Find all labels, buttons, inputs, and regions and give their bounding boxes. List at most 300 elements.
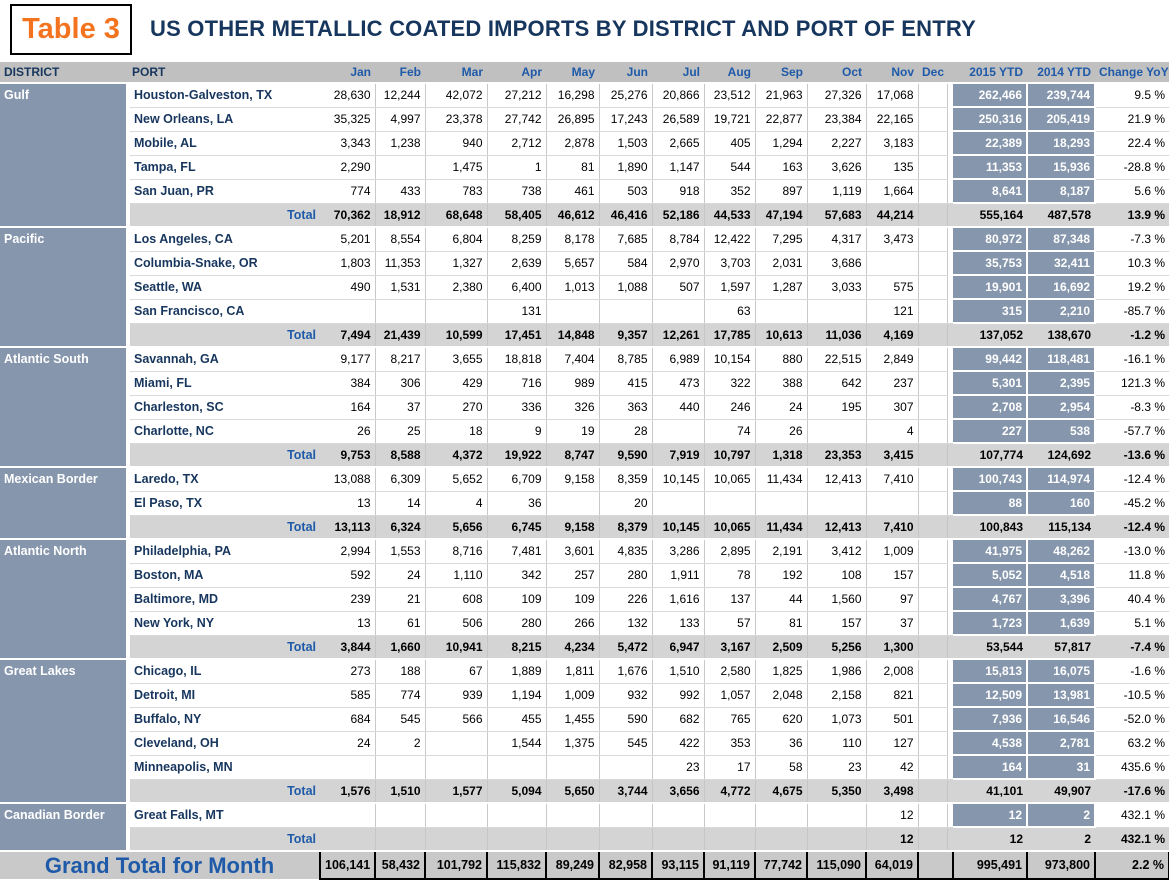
month-cell: 10,065 [704,467,755,491]
month-cell-dec [918,347,947,371]
month-cell: 273 [320,659,375,683]
month-cell-dec [918,275,947,299]
month-cell: 280 [599,563,652,587]
total-month-cell: 58,405 [487,203,546,227]
total-row [0,443,1169,467]
month-cell: 506 [425,611,487,635]
month-cell: 2,580 [704,659,755,683]
month-cell [320,803,375,827]
month-cell: 14 [375,491,425,515]
month-cell: 13,088 [320,467,375,491]
total-month-cell: 10,145 [652,515,704,539]
month-cell: 4,317 [807,227,866,251]
total-month-cell: 10,599 [425,323,487,347]
month-cell: 6,709 [487,467,546,491]
month-cell: 97 [866,587,918,611]
month-cell-dec [918,707,947,731]
month-cell: 280 [487,611,546,635]
month-cell [866,491,918,515]
month-cell: 18 [425,419,487,443]
port-cell: Houston-Galveston, TX [128,83,320,107]
month-cell: 8,217 [375,347,425,371]
month-cell: 44 [755,587,807,611]
month-cell: 164 [320,395,375,419]
ytd-2015-cell: 12,509 [953,683,1027,707]
month-cell: 3,183 [866,131,918,155]
month-cell-dec [918,227,947,251]
month-cell [375,299,425,323]
month-cell [375,755,425,779]
month-cell: 1,616 [652,587,704,611]
month-cell: 12,413 [807,467,866,491]
total-month-cell [755,827,807,851]
month-cell [755,803,807,827]
col-header-sep: Sep [755,62,807,83]
month-cell: 2,970 [652,251,704,275]
ytd-2014-cell: 87,348 [1027,227,1095,251]
grand-month-cell: 82,958 [599,851,652,879]
month-cell: 405 [704,131,755,155]
grand-change-cell: 2.2 % [1095,851,1169,879]
total-month-cell: 18,912 [375,203,425,227]
month-cell: 307 [866,395,918,419]
port-cell: Chicago, IL [128,659,320,683]
total-ytd-2014-cell: 487,578 [1027,203,1095,227]
month-cell: 132 [599,611,652,635]
grand-month-cell: 91,119 [704,851,755,879]
month-cell [320,755,375,779]
month-cell: 25,276 [599,83,652,107]
month-cell: 2,048 [755,683,807,707]
change-cell: 5.6 % [1095,179,1169,203]
month-cell: 24 [320,731,375,755]
month-cell: 1,597 [704,275,755,299]
month-cell: 8,784 [652,227,704,251]
month-cell: 501 [866,707,918,731]
ytd-2014-cell: 538 [1027,419,1095,443]
month-cell: 37 [866,611,918,635]
month-cell: 1,553 [375,539,425,563]
month-cell: 10,145 [652,467,704,491]
month-cell: 28,630 [320,83,375,107]
table-row [0,539,1169,563]
month-cell: 35,325 [320,107,375,131]
total-ytd-2015-cell: 555,164 [953,203,1027,227]
month-cell [866,251,918,275]
total-month-cell [320,827,375,851]
month-cell: 1,510 [652,659,704,683]
port-cell: New Orleans, LA [128,107,320,131]
ytd-2014-cell: 2,210 [1027,299,1095,323]
change-cell: 121.3 % [1095,371,1169,395]
month-cell: 306 [375,371,425,395]
month-cell: 5,657 [546,251,599,275]
month-cell: 1,009 [546,683,599,707]
port-cell: Savannah, GA [128,347,320,371]
change-cell: -45.2 % [1095,491,1169,515]
table-row [0,107,1169,131]
month-cell: 3,626 [807,155,866,179]
port-cell: Miami, FL [128,371,320,395]
table-row [0,227,1169,251]
change-cell: 11.8 % [1095,563,1169,587]
table-body [0,83,1169,879]
grand-month-cell-dec [918,851,953,879]
month-cell: 1,544 [487,731,546,755]
grand-total-row [0,851,1169,879]
port-cell: Minneapolis, MN [128,755,320,779]
ytd-2015-cell: 8,641 [953,179,1027,203]
month-cell: 131 [487,299,546,323]
change-cell: -10.5 % [1095,683,1169,707]
total-month-cell: 3,656 [652,779,704,803]
month-cell: 353 [704,731,755,755]
total-month-cell [704,827,755,851]
col-header-feb: Feb [375,62,425,83]
month-cell: 61 [375,611,425,635]
month-cell: 6,309 [375,467,425,491]
month-cell: 3,473 [866,227,918,251]
month-cell [425,299,487,323]
month-cell: 1,009 [866,539,918,563]
total-ytd-2014-cell: 49,907 [1027,779,1095,803]
ytd-2015-cell: 35,753 [953,251,1027,275]
total-month-cell: 5,656 [425,515,487,539]
col-header-nov: Nov [866,62,918,83]
ytd-2014-cell: 114,974 [1027,467,1095,491]
total-month-cell [546,827,599,851]
month-cell: 940 [425,131,487,155]
ytd-2015-cell: 164 [953,755,1027,779]
total-row [0,323,1169,347]
total-month-cell: 19,922 [487,443,546,467]
total-month-cell: 14,848 [546,323,599,347]
total-month-cell: 23,353 [807,443,866,467]
month-cell [599,299,652,323]
total-row [0,635,1169,659]
month-cell: 545 [375,707,425,731]
ytd-2014-cell: 18,293 [1027,131,1095,155]
ytd-2015-cell: 5,052 [953,563,1027,587]
total-month-cell [918,635,947,659]
col-header-port: PORT [128,62,320,83]
month-cell: 642 [807,371,866,395]
ytd-2014-cell: 8,187 [1027,179,1095,203]
total-month-cell: 6,745 [487,515,546,539]
port-cell: New York, NY [128,611,320,635]
month-cell: 1,327 [425,251,487,275]
ytd-2014-cell: 16,692 [1027,275,1095,299]
change-cell: 19.2 % [1095,275,1169,299]
grand-total-label: Grand Total for Month [0,851,320,879]
month-cell: 584 [599,251,652,275]
total-month-cell: 7,494 [320,323,375,347]
month-cell: 2,227 [807,131,866,155]
total-month-cell: 13,113 [320,515,375,539]
table-label: Table 3 [22,13,120,45]
month-cell: 3,343 [320,131,375,155]
month-cell: 1,088 [599,275,652,299]
month-cell-dec [918,419,947,443]
total-month-cell: 8,215 [487,635,546,659]
month-cell: 36 [487,491,546,515]
month-cell [652,419,704,443]
month-cell: 8,716 [425,539,487,563]
ytd-2014-cell: 205,419 [1027,107,1095,131]
change-cell: -12.4 % [1095,467,1169,491]
month-cell [546,299,599,323]
table-row [0,251,1169,275]
ytd-2015-cell: 12 [953,803,1027,827]
month-cell: 992 [652,683,704,707]
district-total-label: Total [128,635,320,659]
change-cell: -57.7 % [1095,419,1169,443]
ytd-2014-cell: 4,518 [1027,563,1095,587]
month-cell: 1,238 [375,131,425,155]
grand-month-cell: 58,432 [375,851,425,879]
month-cell: 455 [487,707,546,731]
grand-month-cell: 106,141 [320,851,375,879]
total-month-cell: 3,744 [599,779,652,803]
ytd-2015-cell: 88 [953,491,1027,515]
grand-month-cell: 89,249 [546,851,599,879]
month-cell: 57 [704,611,755,635]
ytd-2014-cell: 16,075 [1027,659,1095,683]
grand-month-cell: 93,115 [652,851,704,879]
month-cell: 4 [425,491,487,515]
total-ytd-2015-cell: 137,052 [953,323,1027,347]
month-cell: 352 [704,179,755,203]
col-header-dec: Dec [918,62,947,83]
port-cell: Philadelphia, PA [128,539,320,563]
month-cell: 566 [425,707,487,731]
month-cell: 21 [375,587,425,611]
month-cell: 13 [320,491,375,515]
ytd-2015-cell: 100,743 [953,467,1027,491]
month-cell [487,755,546,779]
month-cell: 42,072 [425,83,487,107]
month-cell: 133 [652,611,704,635]
month-cell [807,419,866,443]
total-month-cell: 44,533 [704,203,755,227]
total-month-cell [375,827,425,851]
month-cell-dec [918,587,947,611]
month-cell: 19 [546,419,599,443]
ytd-2015-cell: 1,723 [953,611,1027,635]
month-cell: 24 [375,563,425,587]
month-cell: 12,244 [375,83,425,107]
ytd-2015-cell: 19,901 [953,275,1027,299]
month-cell: 157 [866,563,918,587]
month-cell: 109 [546,587,599,611]
month-cell [755,299,807,323]
total-month-cell: 1,576 [320,779,375,803]
ytd-2015-cell: 315 [953,299,1027,323]
month-cell: 2,380 [425,275,487,299]
total-month-cell [807,827,866,851]
ytd-2014-cell: 13,981 [1027,683,1095,707]
month-cell [320,299,375,323]
month-cell: 2,158 [807,683,866,707]
district-cell-canadian-border: Canadian Border [0,803,128,851]
total-month-cell [599,827,652,851]
month-cell: 3,412 [807,539,866,563]
month-cell: 27,326 [807,83,866,107]
month-cell [652,491,704,515]
district-total-label: Total [128,323,320,347]
ytd-2015-cell: 227 [953,419,1027,443]
col-header-mar: Mar [425,62,487,83]
ytd-2015-cell: 250,316 [953,107,1027,131]
month-cell: 774 [375,683,425,707]
month-cell: 17,243 [599,107,652,131]
month-cell-dec [918,251,947,275]
month-cell-dec [918,371,947,395]
month-cell: 26,589 [652,107,704,131]
port-cell: Laredo, TX [128,467,320,491]
month-cell: 9,177 [320,347,375,371]
month-cell: 716 [487,371,546,395]
month-cell: 22,877 [755,107,807,131]
month-cell: 239 [320,587,375,611]
month-cell: 880 [755,347,807,371]
page-header [0,0,1169,62]
port-cell: Great Falls, MT [128,803,320,827]
total-month-cell: 9,158 [546,515,599,539]
month-cell: 28 [599,419,652,443]
total-change-cell: -7.4 % [1095,635,1169,659]
change-cell: 22.4 % [1095,131,1169,155]
total-month-cell [918,779,947,803]
col-header-district: DISTRICT [0,62,128,83]
month-cell [375,155,425,179]
month-cell: 135 [866,155,918,179]
month-cell [807,491,866,515]
month-cell: 363 [599,395,652,419]
month-cell-dec [918,755,947,779]
col-header-jul: Jul [652,62,704,83]
grand-month-cell: 115,090 [807,851,866,879]
total-month-cell: 3,844 [320,635,375,659]
month-cell [546,491,599,515]
month-cell: 74 [704,419,755,443]
total-month-cell: 10,613 [755,323,807,347]
page-title: US OTHER METALLIC COATED IMPORTS BY DISTRICT AND PORT OF ENTRY [150,16,976,41]
month-cell: 137 [704,587,755,611]
ytd-2015-cell: 80,972 [953,227,1027,251]
month-cell: 2 [375,731,425,755]
month-cell: 3,686 [807,251,866,275]
total-month-cell: 8,747 [546,443,599,467]
ytd-2015-cell: 262,466 [953,83,1027,107]
month-cell: 67 [425,659,487,683]
table-row [0,155,1169,179]
month-cell: 1,531 [375,275,425,299]
total-ytd-2014-cell: 138,670 [1027,323,1095,347]
total-month-cell [918,443,947,467]
grand-month-cell: 115,832 [487,851,546,879]
month-cell [807,803,866,827]
month-cell: 36 [755,731,807,755]
total-month-cell [918,515,947,539]
total-month-cell [487,827,546,851]
month-cell: 81 [546,155,599,179]
month-cell: 507 [652,275,704,299]
month-cell [807,299,866,323]
change-cell: -1.6 % [1095,659,1169,683]
total-month-cell: 3,167 [704,635,755,659]
month-cell-dec [918,83,947,107]
change-cell: -85.7 % [1095,299,1169,323]
total-month-cell [652,827,704,851]
grand-month-cell: 64,019 [866,851,918,879]
month-cell: 592 [320,563,375,587]
month-cell: 2,712 [487,131,546,155]
month-cell: 8,259 [487,227,546,251]
total-month-cell: 9,753 [320,443,375,467]
month-cell [487,803,546,827]
month-cell: 2,191 [755,539,807,563]
month-cell: 684 [320,707,375,731]
month-cell: 585 [320,683,375,707]
col-header-may: May [546,62,599,83]
month-cell: 1,119 [807,179,866,203]
col-header-2015-ytd: 2015 YTD [953,62,1027,83]
total-change-cell: -12.4 % [1095,515,1169,539]
district-cell-pacific: Pacific [0,227,128,347]
month-cell [599,755,652,779]
month-cell: 1,287 [755,275,807,299]
month-cell [652,299,704,323]
month-cell: 24 [755,395,807,419]
month-cell: 157 [807,611,866,635]
total-month-cell: 9,357 [599,323,652,347]
month-cell: 545 [599,731,652,755]
district-cell-atlantic-south: Atlantic South [0,347,128,467]
port-cell: Buffalo, NY [128,707,320,731]
month-cell: 195 [807,395,866,419]
change-cell: 21.9 % [1095,107,1169,131]
total-month-cell: 1,510 [375,779,425,803]
month-cell: 503 [599,179,652,203]
total-month-cell: 2,509 [755,635,807,659]
table-row [0,83,1169,107]
month-cell: 1,664 [866,179,918,203]
month-cell: 738 [487,179,546,203]
total-month-cell: 10,941 [425,635,487,659]
col-header-jan: Jan [320,62,375,83]
total-month-cell: 7,410 [866,515,918,539]
ytd-2014-cell: 2 [1027,803,1095,827]
total-change-cell: 432.1 % [1095,827,1169,851]
month-cell: 4 [866,419,918,443]
month-cell: 440 [652,395,704,419]
grand-month-cell: 101,792 [425,851,487,879]
month-cell: 8,178 [546,227,599,251]
table-row [0,491,1169,515]
month-cell: 4,835 [599,539,652,563]
month-cell-dec [918,659,947,683]
grand-ytd-2015-cell: 995,491 [953,851,1027,879]
total-row [0,827,1169,851]
total-month-cell: 47,194 [755,203,807,227]
month-cell: 336 [487,395,546,419]
month-cell: 26 [755,419,807,443]
total-month-cell: 1,577 [425,779,487,803]
month-cell-dec [918,107,947,131]
month-cell: 17 [704,755,755,779]
month-cell: 1,057 [704,683,755,707]
